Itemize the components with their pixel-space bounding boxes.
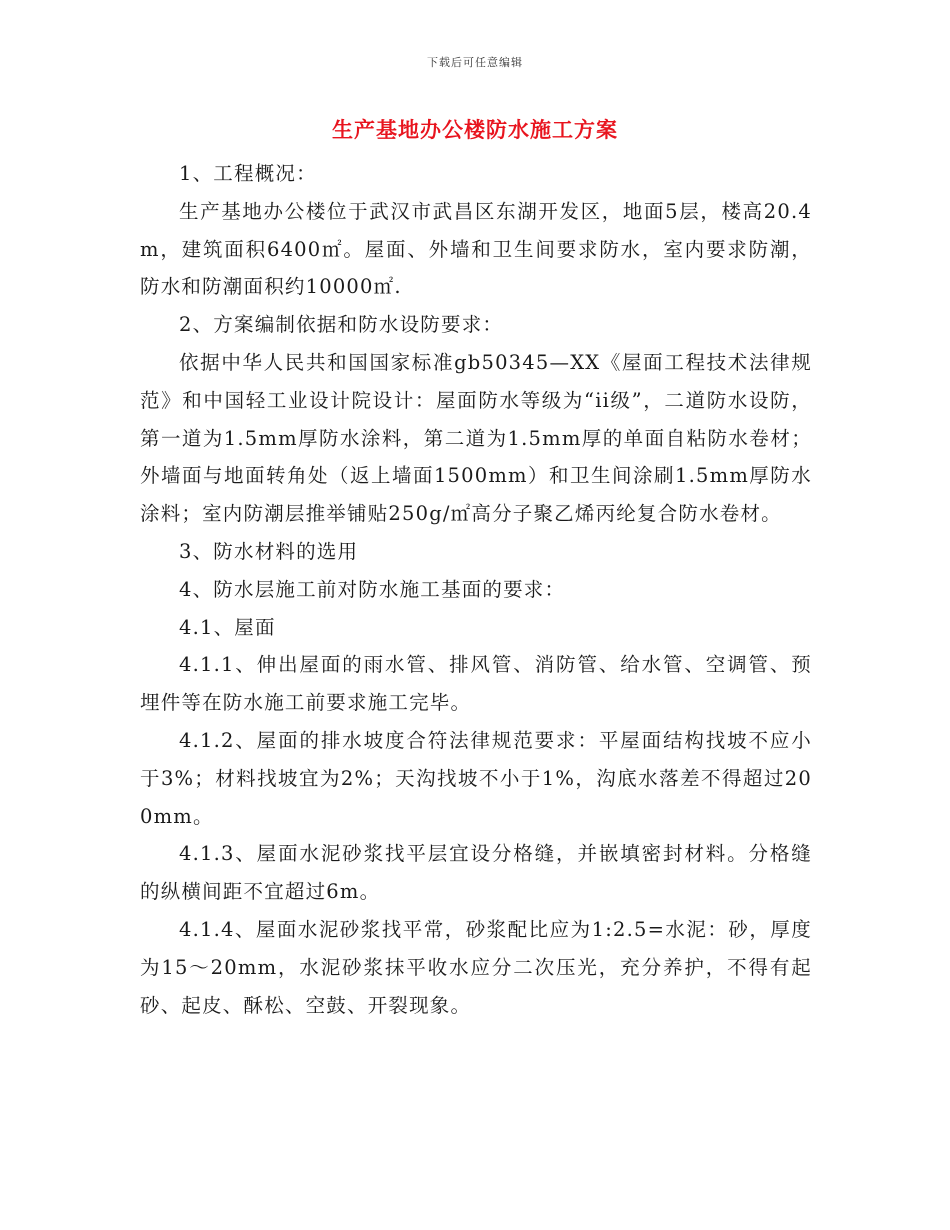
paragraph-overview: 生产基地办公楼位于武汉市武昌区东湖开发区，地面5层，楼高20.4m，建筑面积6400㎡。屋面、外墙和卫生间要求防水，室内要求防潮，防水和防潮面积约10000㎡. [140,199,812,299]
header-note: 下载后可任意编辑 [427,56,523,69]
document-title: 生产基地办公楼防水施工方案 [332,117,618,142]
section-heading-materials: 3、防水材料的选用 [179,539,359,563]
paragraph-4-1-3: 4.1.3、屋面水泥砂浆找平层宜设分格缝，并嵌填密封材料。分格缝的纵横间距不宜超过6m。 [140,842,812,904]
paragraph-4-1-2: 4.1.2、屋面的排水坡度合符法律规范要求：平屋面结构找坡不应小于3%；材料找坡宜为2%；天沟找坡不小于1%，沟底水落差不得超过200mm。 [140,728,812,828]
paragraph-4-1-1: 4.1.1、伸出屋面的雨水管、排风管、消防管、给水管、空调管、预埋件等在防水施工前要求施工完毕。 [140,653,812,715]
document-body [140,155,812,1024]
paragraph-basis: 依据中华人民共和国国家标准gb50345—XX《屋面工程技术法律规范》和中国轻工业设计院设计：屋面防水等级为“ii级”，二道防水设防，第一道为1.5mm厚防水涂料，第二道为1.5mm厚的单面自粘防水卷材；外墙面与地面转角处（返上墙面1500mm）和卫生间涂刷1.5mm厚防水涂料；室内防潮层推举铺贴250g/㎡高分子聚乙烯丙纶复合防水卷材。 [140,350,812,526]
section-heading-overview: 1、工程概况： [179,162,317,185]
subsection-heading-roof: 4.1、屋面 [179,615,276,639]
paragraph-4-1-4: 4.1.4、屋面水泥砂浆找平常，砂浆配比应为1:2.5=水泥：砂，厚度为15～20mm，水泥砂浆抹平收水应分二次压光，充分养护，不得有起砂、起皮、酥松、空鼓、开裂现象。 [140,917,812,1017]
section-heading-basis: 2、方案编制依据和防水设防要求： [179,313,504,337]
section-heading-base-requirements: 4、防水层施工前对防水施工基面的要求： [179,577,566,601]
